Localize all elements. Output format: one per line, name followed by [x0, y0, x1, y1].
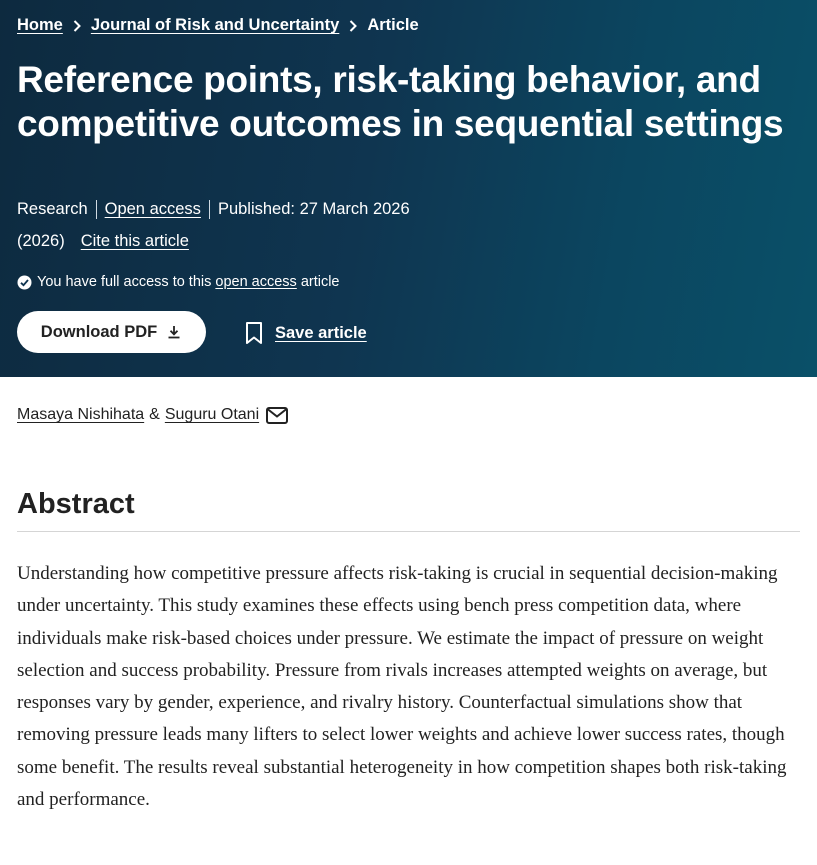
- download-icon: [166, 324, 182, 340]
- article-header: [0, 0, 817, 377]
- article-citation-row: [17, 232, 189, 251]
- author-separator: &: [149, 406, 160, 423]
- breadcrumb-home-link[interactable]: Home: [17, 16, 63, 34]
- breadcrumb-journal-link[interactable]: Journal of Risk and Uncertainty: [90, 16, 340, 34]
- save-article-button[interactable]: [244, 318, 367, 348]
- author-list: [17, 406, 288, 424]
- article-meta: [17, 200, 410, 219]
- published-date: Published: 27 March 2026: [217, 200, 410, 218]
- author-link-nishihata[interactable]: Masaya Nishihata: [17, 406, 145, 423]
- open-access-link[interactable]: Open access: [104, 200, 201, 218]
- breadcrumb: [17, 16, 419, 35]
- download-pdf-label: Download PDF: [40, 322, 158, 341]
- bookmark-icon: [244, 321, 264, 345]
- cite-article-link[interactable]: Cite this article: [80, 232, 189, 250]
- save-article-label: Save article: [275, 323, 367, 342]
- chevron-right-icon: [349, 20, 357, 32]
- article-title: Reference points, risk-taking behavior, and competitive outcomes in sequential settings: [17, 59, 784, 144]
- meta-divider: [96, 200, 97, 219]
- author-link-otani[interactable]: Suguru Otani: [164, 406, 260, 423]
- download-pdf-button[interactable]: [17, 311, 206, 353]
- access-notice-prefix: You have full access to this: [37, 274, 212, 290]
- mail-icon[interactable]: [266, 407, 288, 424]
- chevron-right-icon: [73, 20, 81, 32]
- access-notice: [17, 274, 340, 290]
- article-type: Research: [17, 200, 88, 218]
- meta-divider: [209, 200, 210, 219]
- breadcrumb-current: Article: [367, 16, 419, 34]
- check-circle-icon: [17, 275, 32, 290]
- access-notice-suffix: article: [300, 274, 340, 290]
- article-year: (2026): [17, 232, 65, 250]
- access-notice-link[interactable]: open access: [215, 274, 297, 290]
- abstract-heading: Abstract: [17, 488, 800, 532]
- abstract-text: Understanding how competitive pressure affects risk-taking is crucial in sequential decision-making under uncertainty. This study examines these effects using bench press competition data, where individuals make risk-based choices under pressure. We estimate the impact of pressure on weight selection and success probability. Pressure from rivals increases attempted weights on average, but responses vary by gender, experience, and rivalry history. Counterfactual simulations show that removing pressure leads many lifters to select lower weights and achieve lower success rates, though some benefit. The results reveal substantial heterogeneity in how competition shapes both risk-taking and performance.: [17, 563, 787, 811]
